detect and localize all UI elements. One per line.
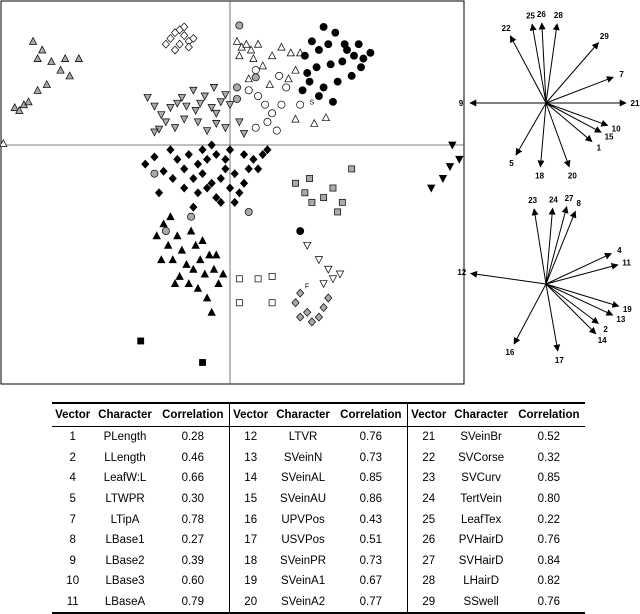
vector-label-9: 9 — [458, 99, 464, 108]
table-cell-vector: 5 — [69, 493, 76, 506]
data-point-black-circle — [308, 38, 315, 45]
table-row — [52, 489, 585, 510]
data-point-gray-square — [335, 209, 341, 215]
table-cell-vector: 17 — [229, 530, 271, 551]
table-cell-correlation: 0.76 — [537, 596, 561, 609]
table-cell-correlation: 0.27 — [181, 534, 204, 547]
table-cell-correlation: 0.86 — [359, 493, 383, 506]
data-point-open-circle — [297, 101, 304, 108]
vector-arrow-22 — [510, 36, 546, 103]
data-point-open-circle — [245, 87, 252, 94]
data-point-black-circle — [325, 41, 332, 48]
data-point-black-circle — [313, 64, 320, 71]
data-point-open-circle — [269, 110, 276, 117]
column-header-vector: Vector — [229, 403, 271, 427]
data-point-black-circle — [301, 52, 308, 59]
vector-label-11: 11 — [622, 258, 631, 268]
table-cell-vector: 4 — [69, 472, 76, 485]
data-point-open-circle — [273, 127, 280, 134]
table-cell-vector: 9 — [69, 554, 76, 567]
table-cell-character: LeafTex — [460, 513, 502, 526]
data-point-black-circle — [332, 29, 339, 36]
table-cell-correlation: 0.76 — [537, 534, 561, 547]
table-cell-correlation: 0.77 — [359, 596, 383, 609]
vector-label-5: 5 — [509, 158, 514, 168]
table-cell-character: SVHairD — [458, 554, 504, 567]
table-header-row — [52, 403, 585, 427]
vector-arrow-13 — [546, 284, 613, 315]
table-row — [52, 509, 585, 530]
data-point-black-circle — [357, 64, 364, 71]
vector-arrow-5 — [516, 103, 546, 155]
table-cell-vector: 21 — [408, 427, 450, 448]
data-point-black-circle — [327, 61, 334, 68]
data-point-gray-square — [292, 180, 298, 186]
table-cell-vector: 15 — [229, 489, 271, 510]
table-cell-character: LTVR — [288, 431, 318, 444]
data-point-black-circle — [360, 55, 367, 62]
table-cell-correlation: 0.85 — [359, 472, 383, 485]
table-cell-vector: 23 — [408, 468, 450, 489]
data-point-black-circle — [315, 46, 322, 53]
vector-label-29: 29 — [599, 31, 609, 41]
vector-arrow-16 — [514, 284, 546, 344]
vector-arrow-10 — [546, 103, 608, 125]
table-cell-correlation: 0.28 — [181, 431, 204, 444]
table-cell-correlation: 0.85 — [537, 472, 561, 485]
data-point-black-circle — [315, 92, 322, 99]
table-cell-correlation: 0.52 — [537, 431, 561, 444]
column-header-vector: Vector — [55, 409, 91, 421]
vector-arrow-8 — [546, 211, 575, 284]
point-annotation: F — [304, 283, 310, 291]
table-row — [52, 551, 585, 572]
table-cell-character: LBase3 — [105, 575, 145, 588]
table-cell-vector: 18 — [229, 551, 271, 572]
data-point-open-circle — [276, 72, 283, 79]
vector-label-4: 4 — [617, 245, 622, 255]
vector-label-23: 23 — [528, 196, 538, 206]
character-vectors-upper — [459, 10, 640, 181]
data-point-gray-square — [309, 199, 315, 205]
table-cell-vector: 28 — [408, 571, 450, 592]
table-cell-vector: 25 — [408, 509, 450, 530]
data-point-gray-circle-upper — [233, 95, 240, 102]
data-point-black-circle — [348, 72, 355, 79]
data-point-black-square — [199, 359, 205, 365]
data-point-black-circle — [304, 69, 311, 76]
vector-label-16: 16 — [505, 347, 515, 357]
data-point-gray-square — [307, 175, 313, 181]
data-point-open-circle — [278, 101, 285, 108]
plot-frame — [1, 1, 467, 384]
vector-label-13: 13 — [616, 314, 626, 324]
table-cell-character: SVeinAU — [280, 493, 327, 506]
table-cell-correlation: 0.46 — [181, 451, 204, 464]
vector-label-21: 21 — [630, 99, 640, 108]
data-point-gray-circle-upper — [236, 22, 243, 29]
table-row — [52, 571, 585, 592]
table-cell-correlation: 0.39 — [181, 554, 204, 567]
table-cell-vector: 27 — [408, 551, 450, 572]
table-cell-character: LTWPR — [105, 493, 145, 506]
vector-label-24: 24 — [548, 195, 558, 205]
table-cell-character: USVPos — [281, 534, 325, 547]
data-point-open-square — [236, 300, 242, 306]
table-cell-vector: 2 — [69, 451, 76, 464]
vector-arrow-28 — [546, 24, 557, 103]
vector-label-12: 12 — [457, 268, 467, 278]
table-cell-vector: 11 — [66, 596, 79, 609]
table-cell-character: LeafW:L — [103, 472, 147, 485]
table-cell-correlation: 0.67 — [359, 575, 383, 588]
column-header-vector: Vector — [408, 403, 450, 427]
data-point-gray-circle-upper — [252, 74, 259, 81]
character-vectors-lower — [457, 194, 632, 365]
table-cell-correlation: 0.80 — [537, 493, 561, 506]
table-cell-correlation: 0.60 — [181, 575, 204, 588]
table-cell-character: SVeinPR — [280, 554, 327, 567]
data-point-gray-circle-lower — [187, 213, 194, 220]
vector-label-27: 27 — [564, 194, 574, 204]
vector-arrow-23 — [534, 209, 546, 284]
table-cell-character: LTipA — [110, 513, 140, 526]
table-cell-correlation: 0.30 — [181, 493, 204, 506]
data-point-black-circle — [339, 58, 346, 65]
data-point-gray-circle-lower — [245, 208, 252, 215]
data-point-black-circle — [367, 49, 374, 56]
table-row — [52, 427, 585, 448]
table-cell-character: UPVPos — [281, 513, 325, 526]
data-point-black-square — [138, 338, 144, 344]
table-cell-character: SVeinA1 — [281, 575, 326, 588]
table-cell-vector: 12 — [229, 427, 271, 448]
table-cell-vector: 16 — [229, 509, 271, 530]
table-cell-vector: 8 — [69, 534, 76, 547]
column-header-correlation: Correlation — [162, 409, 224, 421]
vector-label-22: 22 — [501, 23, 511, 33]
column-header-correlation: Correlation — [340, 409, 402, 421]
table-cell-character: PLength — [103, 431, 147, 444]
data-point-gray-circle-lower — [151, 170, 158, 177]
vector-arrow-29 — [546, 43, 598, 103]
table-cell-character: LHairD — [463, 575, 500, 588]
data-point-black-circle — [320, 84, 327, 91]
table-cell-correlation: 0.73 — [359, 554, 383, 567]
vector-arrow-12 — [471, 273, 546, 284]
table-cell-correlation: 0.43 — [359, 513, 383, 526]
vector-label-28: 28 — [553, 10, 563, 20]
vector-label-25: 25 — [526, 11, 535, 21]
data-point-black-circle — [320, 23, 327, 30]
vector-label-10: 10 — [611, 124, 621, 134]
table-row — [52, 468, 585, 489]
data-point-gray-circle-upper — [233, 84, 240, 91]
table-cell-character: PVHairD — [458, 534, 504, 547]
table-cell-vector: 13 — [229, 448, 271, 469]
data-point-open-square — [236, 276, 242, 282]
vector-label-7: 7 — [619, 69, 624, 79]
data-point-black-circle — [299, 87, 306, 94]
table-cell-vector: 14 — [229, 468, 271, 489]
table-cell-vector: 20 — [229, 592, 271, 614]
data-point-open-circle — [262, 101, 269, 108]
vector-label-1: 1 — [596, 143, 602, 153]
data-point-open-circle — [252, 124, 259, 131]
table-cell-character: LBaseA — [104, 596, 146, 609]
ordination-scatter-plot — [0, 1, 467, 384]
data-point-open-circle — [264, 118, 271, 125]
vector-label-14: 14 — [597, 336, 607, 346]
vector-label-2: 2 — [603, 324, 608, 334]
table-cell-character: SSwell — [463, 596, 499, 609]
data-point-gray-square — [349, 166, 355, 172]
data-point-gray-circle-lower — [162, 227, 169, 234]
column-header-correlation: Correlation — [518, 409, 580, 421]
vector-arrow-18 — [540, 103, 546, 167]
data-point-open-square — [255, 276, 261, 282]
table-row — [52, 530, 585, 551]
data-point-gray-square — [330, 185, 336, 191]
table-cell-character: SVeinAL — [281, 472, 326, 485]
table-cell-correlation: 0.73 — [359, 451, 383, 464]
data-point-black-circle — [355, 41, 362, 48]
character-correlation-table — [52, 402, 585, 614]
table-cell-correlation: 0.84 — [537, 554, 561, 567]
data-point-black-circle-lower — [297, 227, 304, 234]
table-cell-vector: 26 — [408, 530, 450, 551]
vector-label-19: 19 — [622, 304, 632, 314]
table-cell-correlation: 0.76 — [359, 431, 383, 444]
table-cell-character: TertVein — [460, 493, 502, 506]
table-cell-vector: 1 — [69, 431, 76, 444]
column-header-character: Character — [276, 409, 330, 421]
vector-label-15: 15 — [604, 132, 614, 142]
vector-label-17: 17 — [554, 355, 564, 365]
data-point-black-circle — [334, 78, 341, 85]
vector-arrow-15 — [546, 103, 601, 132]
data-point-open-circle — [252, 67, 259, 74]
vector-arrow-7 — [546, 77, 613, 103]
data-point-black-circle — [341, 41, 348, 48]
table-cell-correlation: 0.78 — [181, 513, 204, 526]
data-point-open-circle — [254, 92, 261, 99]
table-cell-vector: 22 — [408, 448, 450, 469]
table-row — [52, 448, 585, 469]
data-point-black-circle — [329, 98, 336, 105]
table-cell-vector: 29 — [408, 592, 450, 614]
vector-label-18: 18 — [535, 171, 545, 181]
data-point-open-square — [269, 300, 275, 306]
table-cell-correlation: 0.22 — [537, 513, 561, 526]
table-cell-character: SVeinBr — [460, 431, 502, 444]
table-cell-character: LBase1 — [105, 534, 145, 547]
data-point-gray-square — [339, 199, 345, 205]
table-cell-character: SVCurv — [461, 472, 501, 485]
table-cell-correlation: 0.32 — [537, 451, 561, 464]
table-cell-character: LLength — [104, 451, 146, 464]
data-point-open-square — [269, 273, 275, 279]
table-cell-correlation: 0.82 — [537, 575, 561, 588]
table-cell-vector: 7 — [69, 513, 76, 526]
table-cell-vector: 19 — [229, 571, 271, 592]
table-cell-correlation: 0.51 — [359, 534, 383, 547]
vector-label-8: 8 — [576, 198, 581, 208]
table-cell-character: SVeinA2 — [281, 596, 326, 609]
data-point-gray-square — [302, 190, 308, 196]
vector-label-26: 26 — [536, 10, 546, 20]
vector-arrow-2 — [546, 284, 598, 323]
data-point-black-circle — [306, 78, 313, 85]
table-cell-correlation: 0.66 — [181, 472, 204, 485]
table-cell-correlation: 0.79 — [181, 596, 204, 609]
table-cell-character: LBase2 — [105, 554, 145, 567]
column-header-character: Character — [98, 409, 152, 421]
column-header-character: Character — [454, 409, 508, 421]
vector-label-20: 20 — [567, 171, 577, 181]
data-point-black-circle — [350, 52, 357, 59]
table-cell-character: SVCorse — [458, 451, 505, 464]
point-annotation: S — [309, 99, 315, 107]
data-point-gray-square — [321, 195, 327, 201]
table-cell-character: SVeinN — [283, 451, 323, 464]
table-cell-vector: 10 — [66, 575, 80, 588]
data-point-open-circle — [283, 84, 290, 91]
table-cell-vector: 24 — [408, 489, 450, 510]
